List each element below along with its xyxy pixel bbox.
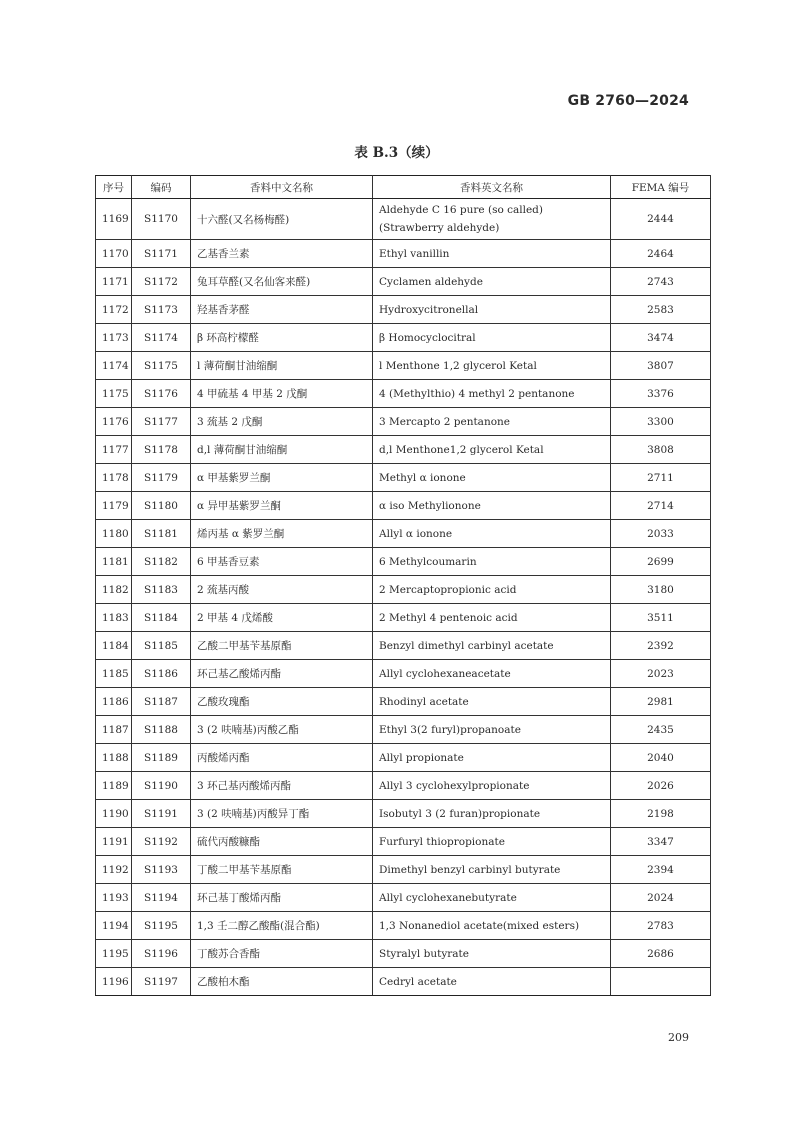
cell-index: 1194 (96, 912, 132, 940)
column-header-index: 序号 (96, 176, 132, 199)
table-row (96, 688, 711, 716)
table-row (96, 968, 711, 996)
cell-code: S1195 (132, 912, 191, 940)
table-body (96, 199, 711, 996)
cell-chinese-name: 1,3 壬二醇乙酸酯(混合酯) (191, 912, 373, 940)
cell-chinese-name: 乙酸玫瑰酯 (191, 688, 373, 716)
table-row (96, 744, 711, 772)
cell-index: 1193 (96, 884, 132, 912)
cell-chinese-name: 硫代丙酸糠酯 (191, 828, 373, 856)
cell-chinese-name: 4 甲硫基 4 甲基 2 戊酮 (191, 380, 373, 408)
column-header-chinese-name: 香料中文名称 (191, 176, 373, 199)
cell-chinese-name: l 薄荷酮甘油缩酮 (191, 352, 373, 380)
cell-fema: 2392 (611, 632, 711, 660)
cell-index: 1188 (96, 744, 132, 772)
cell-code: S1184 (132, 604, 191, 632)
table-row (96, 436, 711, 464)
table-row (96, 199, 711, 240)
cell-index: 1174 (96, 352, 132, 380)
cell-chinese-name: 2 巯基丙酸 (191, 576, 373, 604)
cell-code: S1185 (132, 632, 191, 660)
cell-chinese-name: 6 甲基香豆素 (191, 548, 373, 576)
cell-code: S1176 (132, 380, 191, 408)
cell-fema: 2024 (611, 884, 711, 912)
cell-chinese-name: 3 巯基 2 戊酮 (191, 408, 373, 436)
cell-fema: 3807 (611, 352, 711, 380)
cell-index: 1173 (96, 324, 132, 352)
cell-english-name: Allyl cyclohexaneacetate (373, 660, 611, 688)
table-row (96, 912, 711, 940)
cell-index: 1178 (96, 464, 132, 492)
cell-chinese-name: 3 (2 呋喃基)丙酸异丁酯 (191, 800, 373, 828)
cell-english-name: Cedryl acetate (373, 968, 611, 996)
cell-chinese-name: 3 (2 呋喃基)丙酸乙酯 (191, 716, 373, 744)
cell-index: 1191 (96, 828, 132, 856)
cell-code: S1170 (132, 199, 191, 240)
cell-fema: 2435 (611, 716, 711, 744)
cell-index: 1180 (96, 520, 132, 548)
cell-english-name: 1,3 Nonanediol acetate(mixed esters) (373, 912, 611, 940)
cell-english-name: Allyl cyclohexanebutyrate (373, 884, 611, 912)
cell-fema: 2714 (611, 492, 711, 520)
table-row (96, 408, 711, 436)
cell-fema (611, 968, 711, 996)
cell-english-name: Methyl α ionone (373, 464, 611, 492)
cell-index: 1192 (96, 856, 132, 884)
cell-code: S1173 (132, 296, 191, 324)
cell-code: S1193 (132, 856, 191, 884)
cell-code: S1175 (132, 352, 191, 380)
table-row (96, 352, 711, 380)
cell-english-name: Benzyl dimethyl carbinyl acetate (373, 632, 611, 660)
table-row (96, 604, 711, 632)
cell-english-name: Styralyl butyrate (373, 940, 611, 968)
cell-code: S1179 (132, 464, 191, 492)
cell-english-name: α iso Methylionone (373, 492, 611, 520)
cell-code: S1178 (132, 436, 191, 464)
table-row (96, 884, 711, 912)
cell-code: S1196 (132, 940, 191, 968)
cell-code: S1197 (132, 968, 191, 996)
cell-fema: 2783 (611, 912, 711, 940)
cell-index: 1190 (96, 800, 132, 828)
cell-code: S1192 (132, 828, 191, 856)
cell-chinese-name: 乙基香兰素 (191, 240, 373, 268)
column-header-fema: FEMA 编号 (611, 176, 711, 199)
cell-chinese-name: 丁酸苏合香酯 (191, 940, 373, 968)
table-row (96, 716, 711, 744)
cell-english-name: Allyl propionate (373, 744, 611, 772)
cell-index: 1184 (96, 632, 132, 660)
cell-chinese-name: 环己基乙酸烯丙酯 (191, 660, 373, 688)
cell-fema: 2040 (611, 744, 711, 772)
cell-fema: 2464 (611, 240, 711, 268)
table-row (96, 240, 711, 268)
cell-fema: 2981 (611, 688, 711, 716)
standard-code: GB 2760—2024 (567, 93, 689, 109)
cell-index: 1187 (96, 716, 132, 744)
cell-english-name: 2 Mercaptopropionic acid (373, 576, 611, 604)
table-row (96, 632, 711, 660)
column-header-code: 编码 (132, 176, 191, 199)
cell-fema: 2444 (611, 199, 711, 240)
cell-fema: 3808 (611, 436, 711, 464)
cell-fema: 2023 (611, 660, 711, 688)
cell-english-name: Ethyl vanillin (373, 240, 611, 268)
cell-fema: 3511 (611, 604, 711, 632)
table-row (96, 380, 711, 408)
cell-index: 1186 (96, 688, 132, 716)
cell-chinese-name: β 环高柠檬醛 (191, 324, 373, 352)
table-title: 表 B.3（续） (354, 145, 439, 161)
page-number: 209 (668, 1031, 689, 1044)
cell-code: S1191 (132, 800, 191, 828)
cell-code: S1182 (132, 548, 191, 576)
cell-code: S1181 (132, 520, 191, 548)
cell-english-name: Ethyl 3(2 furyl)propanoate (373, 716, 611, 744)
cell-english-name: Rhodinyl acetate (373, 688, 611, 716)
cell-english-name: Cyclamen aldehyde (373, 268, 611, 296)
table-row (96, 520, 711, 548)
cell-chinese-name: 十六醛(又名杨梅醛) (191, 199, 373, 240)
cell-english-name: Allyl 3 cyclohexylpropionate (373, 772, 611, 800)
cell-fema: 2686 (611, 940, 711, 968)
cell-index: 1169 (96, 199, 132, 240)
cell-index: 1181 (96, 548, 132, 576)
cell-index: 1195 (96, 940, 132, 968)
table-row (96, 548, 711, 576)
table-row (96, 576, 711, 604)
cell-english-name: Isobutyl 3 (2 furan)propionate (373, 800, 611, 828)
cell-english-name: 3 Mercapto 2 pentanone (373, 408, 611, 436)
cell-chinese-name: 丙酸烯丙酯 (191, 744, 373, 772)
cell-chinese-name: 烯丙基 α 紫罗兰酮 (191, 520, 373, 548)
cell-fema: 2583 (611, 296, 711, 324)
cell-code: S1186 (132, 660, 191, 688)
cell-fema: 2033 (611, 520, 711, 548)
cell-english-name: Allyl α ionone (373, 520, 611, 548)
cell-chinese-name: 丁酸二甲基苄基原酯 (191, 856, 373, 884)
cell-fema: 3474 (611, 324, 711, 352)
cell-fema: 3347 (611, 828, 711, 856)
cell-index: 1171 (96, 268, 132, 296)
cell-fema: 2711 (611, 464, 711, 492)
table-row (96, 324, 711, 352)
cell-fema: 2026 (611, 772, 711, 800)
cell-index: 1179 (96, 492, 132, 520)
cell-fema: 3300 (611, 408, 711, 436)
cell-chinese-name: 3 环己基丙酸烯丙酯 (191, 772, 373, 800)
cell-index: 1175 (96, 380, 132, 408)
cell-index: 1170 (96, 240, 132, 268)
table-row (96, 800, 711, 828)
cell-index: 1183 (96, 604, 132, 632)
cell-code: S1187 (132, 688, 191, 716)
cell-index: 1189 (96, 772, 132, 800)
cell-english-name: β Homocyclocitral (373, 324, 611, 352)
cell-fema: 3180 (611, 576, 711, 604)
table-row (96, 660, 711, 688)
cell-code: S1177 (132, 408, 191, 436)
table-row (96, 296, 711, 324)
cell-index: 1176 (96, 408, 132, 436)
table-row (96, 492, 711, 520)
cell-english-name: Furfuryl thiopropionate (373, 828, 611, 856)
cell-chinese-name: 兔耳草醛(又名仙客来醛) (191, 268, 373, 296)
cell-english-name: 4 (Methylthio) 4 methyl 2 pentanone (373, 380, 611, 408)
cell-code: S1172 (132, 268, 191, 296)
cell-english-name: 6 Methylcoumarin (373, 548, 611, 576)
cell-code: S1180 (132, 492, 191, 520)
flavor-table (95, 175, 711, 996)
table-header-row (96, 176, 711, 199)
table-row (96, 772, 711, 800)
cell-fema: 2198 (611, 800, 711, 828)
cell-chinese-name: 环己基丁酸烯丙酯 (191, 884, 373, 912)
table-row (96, 940, 711, 968)
cell-chinese-name: 2 甲基 4 戊烯酸 (191, 604, 373, 632)
cell-english-name: Aldehyde C 16 pure (so called) (Strawberry aldehyde) (373, 199, 611, 240)
cell-fema: 2394 (611, 856, 711, 884)
cell-code: S1194 (132, 884, 191, 912)
cell-code: S1190 (132, 772, 191, 800)
cell-fema: 2743 (611, 268, 711, 296)
cell-chinese-name: d,l 薄荷酮甘油缩酮 (191, 436, 373, 464)
table-row (96, 268, 711, 296)
cell-index: 1182 (96, 576, 132, 604)
cell-index: 1185 (96, 660, 132, 688)
cell-index: 1196 (96, 968, 132, 996)
cell-chinese-name: α 甲基紫罗兰酮 (191, 464, 373, 492)
cell-chinese-name: 乙酸二甲基苄基原酯 (191, 632, 373, 660)
cell-index: 1172 (96, 296, 132, 324)
cell-code: S1189 (132, 744, 191, 772)
cell-chinese-name: α 异甲基紫罗兰酮 (191, 492, 373, 520)
cell-code: S1174 (132, 324, 191, 352)
cell-english-name: d,l Menthone1,2 glycerol Ketal (373, 436, 611, 464)
cell-code: S1171 (132, 240, 191, 268)
cell-english-name: Hydroxycitronellal (373, 296, 611, 324)
cell-chinese-name: 羟基香茅醛 (191, 296, 373, 324)
cell-code: S1188 (132, 716, 191, 744)
cell-fema: 2699 (611, 548, 711, 576)
table-row (96, 856, 711, 884)
cell-english-name: l Menthone 1,2 glycerol Ketal (373, 352, 611, 380)
cell-chinese-name: 乙酸柏木酯 (191, 968, 373, 996)
table-row (96, 464, 711, 492)
cell-english-name: 2 Methyl 4 pentenoic acid (373, 604, 611, 632)
cell-index: 1177 (96, 436, 132, 464)
column-header-english-name: 香料英文名称 (373, 176, 611, 199)
cell-fema: 3376 (611, 380, 711, 408)
table-row (96, 828, 711, 856)
cell-english-name: Dimethyl benzyl carbinyl butyrate (373, 856, 611, 884)
cell-code: S1183 (132, 576, 191, 604)
